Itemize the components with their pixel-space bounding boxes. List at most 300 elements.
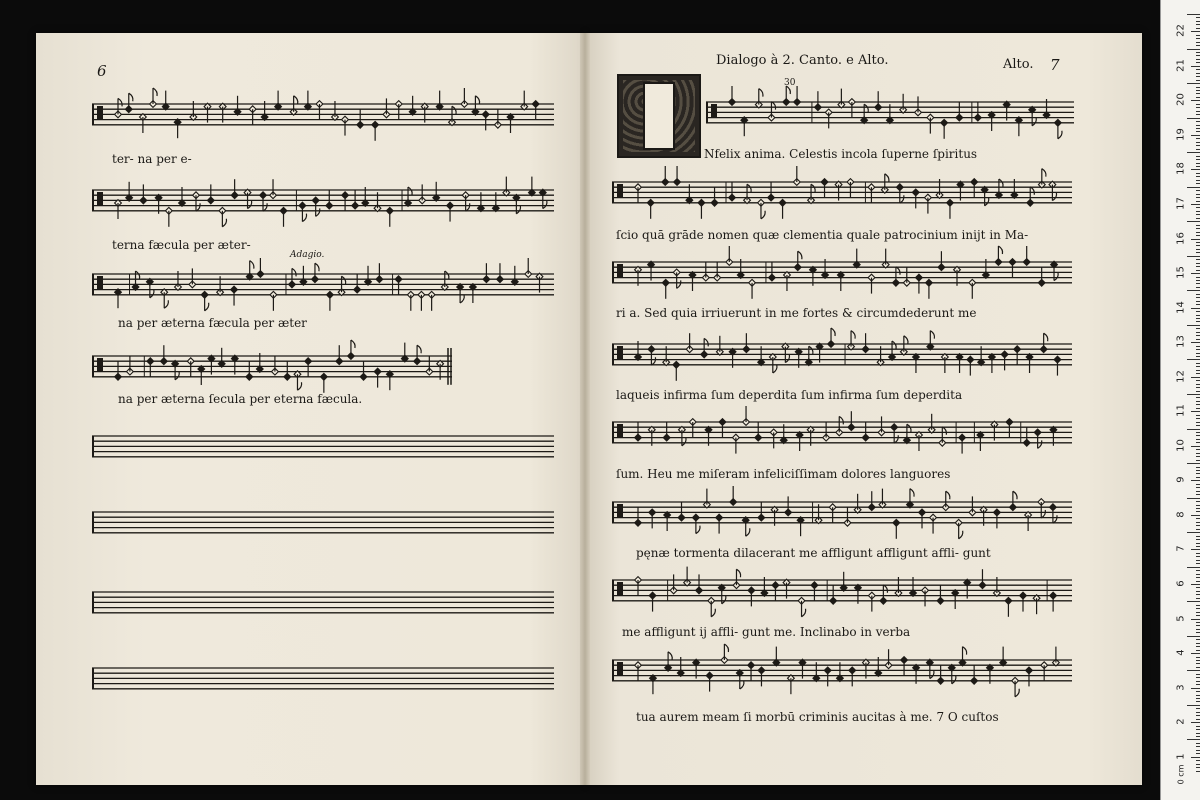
- note: [967, 356, 974, 375]
- ruler-minor-tick: [1196, 35, 1200, 36]
- note: [830, 585, 837, 604]
- ruler-minor-tick: [1196, 387, 1200, 388]
- tempo-marking: Adagio.: [290, 250, 325, 260]
- note: [665, 652, 673, 671]
- ruler-minor-tick: [1196, 301, 1200, 302]
- note: [162, 91, 169, 110]
- ruler-minor-tick: [1196, 194, 1200, 195]
- note: [289, 268, 297, 287]
- ruler-minor-tick: [1196, 166, 1200, 167]
- note: [326, 190, 333, 209]
- ruler-minor-tick: [1196, 726, 1200, 727]
- ruler-minor-tick: [1196, 691, 1200, 692]
- ruler-label: 20: [1175, 93, 1187, 107]
- ruler-label: 8: [1175, 511, 1187, 518]
- ruler-tick: [1187, 532, 1200, 533]
- ruler-minor-tick: [1196, 55, 1200, 56]
- ruler-minor-tick: [1196, 511, 1200, 512]
- ruler-minor-tick: [1196, 729, 1200, 730]
- ruler-minor-tick: [1196, 125, 1200, 126]
- ruler-minor-tick: [1196, 176, 1200, 177]
- note: [773, 647, 780, 666]
- note: [748, 587, 755, 606]
- lyric-line: ſum. Heu me miſeram infeliciſſimam dolores languores: [616, 467, 951, 481]
- lyric-line: ri a. Sed quia irriuerunt in me fortes & circumdederunt me: [616, 306, 977, 320]
- note: [1033, 595, 1040, 614]
- ruler-minor-tick: [1196, 111, 1200, 112]
- ruler-minor-tick: [1196, 346, 1200, 347]
- ruler-minor-tick: [1196, 294, 1200, 295]
- note: [714, 262, 721, 281]
- ruler-tick: [1187, 429, 1200, 430]
- note: [234, 96, 241, 115]
- ruler-minor-tick: [1196, 349, 1200, 350]
- ruler-minor-tick: [1196, 404, 1200, 405]
- ruler-minor-tick: [1196, 45, 1200, 46]
- ruler-tick: [1187, 187, 1200, 188]
- note: [1009, 259, 1016, 278]
- ruler-minor-tick: [1196, 574, 1200, 575]
- note: [829, 504, 836, 523]
- note: [862, 422, 869, 441]
- lyric-line: ter- na per e-: [112, 152, 192, 166]
- note: [457, 284, 465, 303]
- note: [635, 577, 642, 596]
- ruler-tick: [1187, 498, 1200, 499]
- note: [927, 114, 934, 133]
- ruler-minor-tick: [1196, 456, 1200, 457]
- ruler-minor-tick: [1196, 245, 1200, 246]
- note: [916, 432, 923, 451]
- note: [386, 371, 393, 390]
- ruler-minor-tick: [1196, 207, 1200, 208]
- empty-staff: [92, 424, 554, 468]
- ruler-label: 11: [1175, 404, 1187, 418]
- ruler-minor-tick: [1196, 581, 1200, 582]
- ruler-minor-tick: [1196, 225, 1200, 226]
- ruler-minor-tick: [1196, 21, 1200, 22]
- ruler-minor-tick: [1196, 318, 1200, 319]
- ruler-minor-tick: [1196, 435, 1200, 436]
- note: [1027, 187, 1035, 206]
- note: [187, 358, 194, 377]
- note: [719, 419, 726, 438]
- ruler-minor-tick: [1191, 619, 1200, 620]
- ruler-minor-tick: [1196, 304, 1200, 305]
- note: [692, 514, 700, 533]
- note: [174, 119, 181, 138]
- ruler-minor-tick: [1196, 114, 1200, 115]
- ruler-minor-tick: [1196, 591, 1200, 592]
- ruler-minor-tick: [1196, 629, 1200, 630]
- ruler-minor-tick: [1191, 273, 1200, 274]
- note: [912, 189, 919, 208]
- note: [988, 112, 995, 131]
- note: [436, 91, 443, 110]
- ruler-label: 16: [1175, 231, 1187, 245]
- ruler-minor-tick: [1196, 366, 1200, 367]
- ruler-label: 22: [1175, 24, 1187, 38]
- note: [126, 356, 133, 375]
- note: [360, 361, 367, 380]
- note: [409, 96, 416, 115]
- note: [927, 331, 935, 350]
- note: [794, 251, 802, 270]
- note: [260, 192, 268, 211]
- ruler-minor-tick: [1196, 218, 1200, 219]
- ruler-minor-tick: [1196, 356, 1200, 357]
- note: [376, 263, 383, 282]
- note: [900, 336, 908, 355]
- ruler-minor-tick: [1196, 764, 1200, 765]
- note: [383, 98, 390, 117]
- ruler-label: 7: [1175, 545, 1187, 553]
- ruler-label: 12: [1175, 369, 1187, 383]
- empty-staff: [92, 656, 554, 700]
- note: [1054, 356, 1061, 375]
- note: [769, 354, 777, 373]
- ruler-minor-tick: [1196, 418, 1200, 419]
- note: [952, 590, 959, 609]
- ruler-minor-tick: [1196, 518, 1200, 519]
- note: [1014, 346, 1021, 365]
- note: [494, 109, 501, 128]
- ruler-minor-tick: [1196, 242, 1200, 243]
- note: [879, 489, 886, 508]
- note: [528, 177, 535, 196]
- ruler-minor-tick: [1196, 401, 1200, 402]
- ruler-minor-tick: [1196, 321, 1200, 322]
- note: [497, 263, 504, 282]
- note: [532, 101, 539, 120]
- ruler-minor-tick: [1191, 722, 1200, 723]
- note: [825, 109, 832, 128]
- ruler-minor-tick: [1196, 470, 1200, 471]
- ruler-minor-tick: [1196, 556, 1200, 557]
- ruler-minor-tick: [1196, 733, 1200, 734]
- ruler-minor-tick: [1196, 650, 1200, 651]
- ruler-minor-tick: [1196, 539, 1200, 540]
- note: [979, 569, 986, 588]
- ruler-minor-tick: [1196, 283, 1200, 284]
- ruler-minor-tick: [1196, 266, 1200, 267]
- note: [231, 286, 238, 305]
- note: [294, 371, 302, 390]
- ruler-minor-tick: [1196, 508, 1200, 509]
- note: [703, 489, 710, 508]
- note: [231, 179, 238, 198]
- note: [648, 346, 656, 365]
- ruler-minor-tick: [1196, 370, 1200, 371]
- ruler-tick: [1187, 14, 1200, 15]
- note: [994, 509, 1001, 528]
- note: [1050, 592, 1057, 611]
- ruler-tick: [1187, 118, 1200, 119]
- ruler-minor-tick: [1196, 563, 1200, 564]
- note: [868, 592, 875, 611]
- ruler-tick: [1187, 394, 1200, 395]
- ruler-minor-tick: [1196, 183, 1200, 184]
- ruler-tick: [1187, 359, 1200, 360]
- note: [919, 509, 926, 528]
- ruler-minor-tick: [1196, 38, 1200, 39]
- ruler-minor-tick: [1196, 543, 1200, 544]
- ruler-minor-tick: [1196, 391, 1200, 392]
- note: [880, 585, 888, 604]
- note: [913, 354, 920, 373]
- lyric-line: terna fæcula per æter-: [112, 238, 251, 252]
- ruler-label: 2: [1175, 718, 1187, 725]
- ruler-minor-tick: [1196, 149, 1200, 150]
- ruler-tick: [1187, 739, 1200, 740]
- note: [354, 274, 361, 293]
- ruler-minor-tick: [1196, 156, 1200, 157]
- ruler-minor-tick: [1196, 180, 1200, 181]
- ruler-minor-tick: [1196, 587, 1200, 588]
- ruler-tick: [1187, 49, 1200, 50]
- note: [300, 266, 307, 285]
- note: [971, 179, 978, 198]
- voice-label: Alto.: [1003, 57, 1034, 72]
- note: [689, 272, 696, 291]
- note: [1025, 512, 1032, 531]
- ruler-minor-tick: [1196, 663, 1200, 664]
- right-page-number: 7: [1050, 56, 1060, 74]
- note: [1026, 667, 1033, 686]
- note: [811, 582, 818, 601]
- note: [147, 358, 154, 377]
- music-staff: [706, 90, 1074, 134]
- note: [462, 192, 470, 211]
- note: [768, 102, 776, 121]
- ruler-minor-tick: [1196, 259, 1200, 260]
- note: [689, 419, 696, 438]
- ruler-minor-tick: [1196, 214, 1200, 215]
- ruler-minor-tick: [1196, 252, 1200, 253]
- ruler-minor-tick: [1196, 373, 1200, 374]
- note: [272, 356, 279, 375]
- note: [374, 368, 381, 387]
- note: [472, 96, 480, 115]
- ruler-minor-tick: [1196, 625, 1200, 626]
- note: [862, 333, 869, 352]
- note: [426, 356, 433, 375]
- ruler-minor-tick: [1196, 743, 1200, 744]
- note: [838, 89, 845, 108]
- note: [939, 427, 947, 446]
- note: [395, 101, 402, 120]
- note: [507, 114, 514, 133]
- ruler-minor-tick: [1196, 646, 1200, 647]
- note: [937, 585, 944, 604]
- ruler-minor-tick: [1196, 767, 1200, 768]
- ruler-minor-tick: [1196, 522, 1200, 523]
- ruler-label: 15: [1175, 266, 1187, 279]
- note: [1015, 117, 1022, 136]
- note: [924, 194, 931, 213]
- ruler-minor-tick: [1196, 76, 1200, 77]
- note: [193, 192, 201, 211]
- ruler-minor-tick: [1196, 328, 1200, 329]
- note: [881, 174, 889, 193]
- lyric-line: ſcio quā grāde nomen quæ clementia quale patrocinium inijt in Ma-: [616, 228, 1029, 242]
- note: [768, 182, 775, 201]
- ruler-minor-tick: [1196, 24, 1200, 25]
- ruler-minor-tick: [1196, 643, 1200, 644]
- ruler-minor-tick: [1196, 698, 1200, 699]
- ruler-minor-tick: [1196, 59, 1200, 60]
- note: [635, 422, 642, 441]
- ruler-minor-tick: [1196, 505, 1200, 506]
- ruler-minor-tick: [1196, 622, 1200, 623]
- note: [848, 331, 856, 350]
- note: [915, 96, 922, 115]
- note: [635, 662, 642, 681]
- ruler-minor-tick: [1196, 228, 1200, 229]
- ruler-minor-tick: [1196, 384, 1200, 385]
- ruler-minor-tick: [1196, 163, 1200, 164]
- note: [414, 345, 422, 364]
- ruler-minor-tick: [1196, 712, 1200, 713]
- note: [903, 267, 910, 286]
- note: [788, 675, 795, 694]
- ruler-minor-tick: [1196, 138, 1200, 139]
- ruler-minor-tick: [1196, 494, 1200, 495]
- ruler-tick: [1187, 221, 1200, 222]
- ruler-tick: [1187, 670, 1200, 671]
- ruler-minor-tick: [1196, 201, 1200, 202]
- ruler-minor-tick: [1196, 211, 1200, 212]
- ruler-minor-tick: [1191, 169, 1200, 170]
- note: [930, 514, 937, 533]
- note: [126, 182, 133, 201]
- ruler-minor-tick: [1196, 104, 1200, 105]
- note: [977, 432, 984, 451]
- ruler-minor-tick: [1196, 131, 1200, 132]
- ruler-minor-tick: [1196, 660, 1200, 661]
- ruler-minor-tick: [1196, 632, 1200, 633]
- note: [299, 202, 307, 221]
- note: [246, 361, 253, 380]
- note: [140, 184, 147, 203]
- ruler-tick: [1187, 152, 1200, 153]
- measuring-ruler: [1160, 0, 1200, 800]
- ruler-minor-tick: [1196, 121, 1200, 122]
- ruler-minor-tick: [1196, 560, 1200, 561]
- ruler-label: 5: [1175, 614, 1187, 622]
- ruler-unit: 0 cm: [1176, 764, 1186, 785]
- note: [748, 662, 755, 681]
- note: [678, 502, 685, 521]
- music-staff: [92, 178, 554, 222]
- note: [249, 106, 256, 125]
- note: [770, 429, 777, 448]
- note: [901, 657, 908, 676]
- ruler-minor-tick: [1196, 335, 1200, 336]
- ruler-minor-tick: [1191, 515, 1200, 516]
- note: [316, 101, 323, 120]
- note: [974, 102, 981, 121]
- note: [971, 665, 978, 684]
- ruler-minor-tick: [1196, 263, 1200, 264]
- ruler-minor-tick: [1196, 473, 1200, 474]
- ruler-minor-tick: [1196, 771, 1200, 772]
- ruler-minor-tick: [1196, 397, 1200, 398]
- note: [483, 263, 490, 282]
- ruler-minor-tick: [1196, 674, 1200, 675]
- music-staff: [612, 332, 1072, 376]
- note: [469, 284, 476, 303]
- ruler-minor-tick: [1196, 719, 1200, 720]
- ruler-minor-tick: [1196, 608, 1200, 609]
- ruler-minor-tick: [1196, 657, 1200, 658]
- ruler-minor-tick: [1191, 31, 1200, 32]
- note: [649, 592, 656, 611]
- note: [878, 416, 885, 435]
- ruler-minor-tick: [1191, 757, 1200, 758]
- ruler-minor-tick: [1196, 715, 1200, 716]
- note: [1020, 592, 1027, 611]
- empty-staff: [92, 580, 554, 624]
- empty-staff: [92, 500, 554, 544]
- ruler-minor-tick: [1196, 128, 1200, 129]
- note: [198, 366, 205, 385]
- note: [357, 109, 364, 128]
- note: [716, 336, 723, 355]
- note: [684, 567, 691, 586]
- ruler-minor-tick: [1196, 62, 1200, 63]
- lyric-line: tua aurem meam ſi morbū criminis aucitas à me. 7 O cuſtos: [636, 710, 999, 724]
- ruler-minor-tick: [1196, 695, 1200, 696]
- ruler-minor-tick: [1191, 342, 1200, 343]
- ruler-minor-tick: [1196, 605, 1200, 606]
- ruler-minor-tick: [1196, 235, 1200, 236]
- ruler-minor-tick: [1196, 639, 1200, 640]
- ruler-minor-tick: [1196, 449, 1200, 450]
- note: [844, 507, 851, 526]
- note: [733, 569, 741, 588]
- ruler-minor-tick: [1196, 570, 1200, 571]
- note: [1040, 333, 1048, 352]
- ruler-minor-tick: [1196, 190, 1200, 191]
- ruler-minor-tick: [1196, 598, 1200, 599]
- ruler-minor-tick: [1191, 135, 1200, 136]
- ruler-label: 13: [1175, 335, 1187, 349]
- note: [189, 268, 196, 287]
- ruler-tick: [1187, 290, 1200, 291]
- note: [784, 272, 791, 291]
- note: [650, 675, 657, 694]
- lyric-line: me affligunt ij affli- gunt me. Inclinabo in verba: [622, 625, 911, 639]
- music-staff: [612, 250, 1072, 294]
- note: [1023, 427, 1030, 446]
- note: [836, 416, 844, 435]
- note: [336, 345, 343, 364]
- ruler-minor-tick: [1196, 453, 1200, 454]
- note: [686, 333, 693, 352]
- note: [305, 358, 312, 377]
- page-header: Dialogo à 2. Canto. e Alto.: [716, 53, 889, 68]
- note: [433, 182, 440, 201]
- ruler-minor-tick: [1196, 536, 1200, 537]
- note: [1000, 647, 1007, 666]
- note: [290, 96, 298, 115]
- note: [885, 649, 892, 668]
- ruler-tick: [1187, 601, 1200, 602]
- ruler-label: 10: [1175, 438, 1187, 452]
- note: [312, 197, 320, 216]
- ruler-minor-tick: [1191, 100, 1200, 101]
